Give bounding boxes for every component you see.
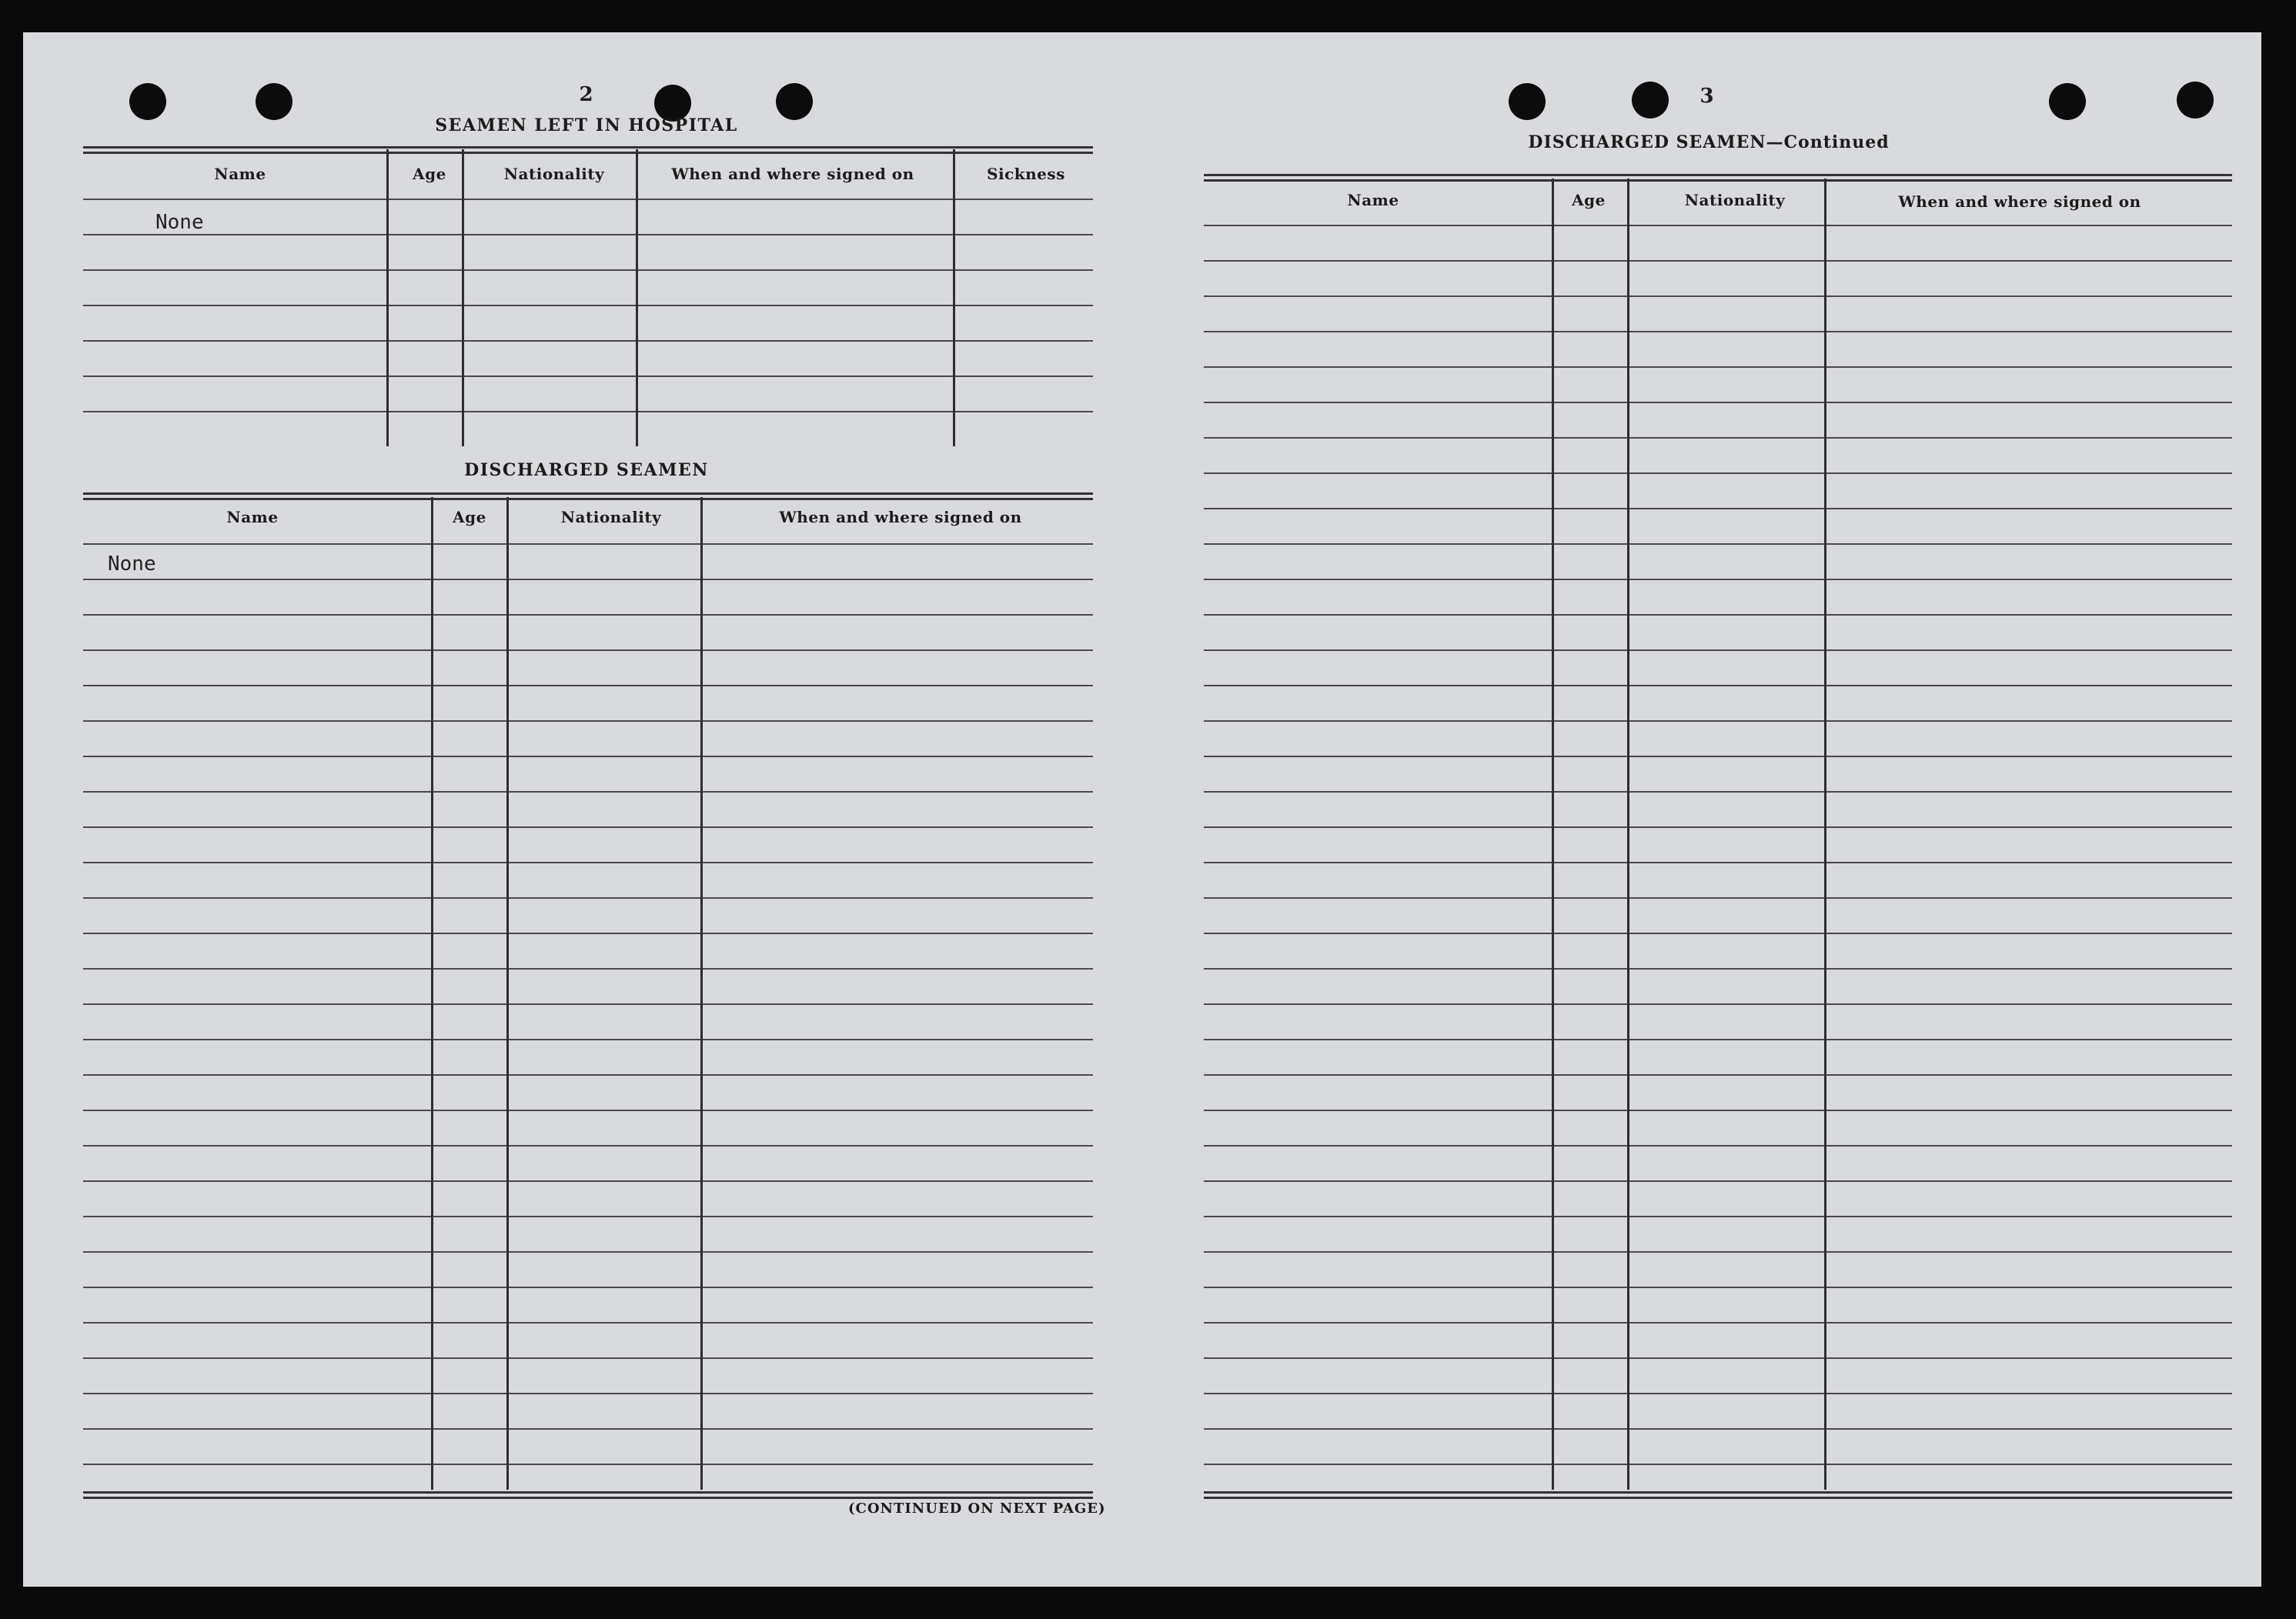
discharged-divider-2	[506, 497, 509, 1490]
discharged-row-line	[83, 1428, 1093, 1430]
right-divider-1	[1552, 179, 1554, 1490]
hospital-col-nationality: Nationality	[503, 165, 605, 183]
hospital-divider-3	[636, 149, 638, 446]
discharged-divider-3	[700, 497, 703, 1490]
discharged-col-signed-on: When and where signed on	[779, 508, 1022, 526]
discharged-row-line	[83, 1251, 1093, 1253]
discharged-row-line	[83, 685, 1093, 686]
right-row-line	[1204, 331, 2232, 332]
discharged-col-name: Name	[226, 508, 279, 526]
right-row-line	[1204, 579, 2232, 580]
discharged-row-line	[83, 720, 1093, 722]
right-row-line	[1204, 756, 2232, 757]
left-page-number: 2	[579, 83, 594, 106]
hospital-row-line	[83, 340, 1093, 342]
right-divider-2	[1627, 179, 1629, 1490]
right-row-line	[1204, 897, 2232, 899]
right-row-line	[1204, 720, 2232, 722]
right-row-line	[1204, 791, 2232, 793]
punch-hole-2	[256, 83, 292, 120]
right-row-line	[1204, 437, 2232, 439]
hospital-row-line	[83, 411, 1093, 412]
hospital-row-line	[83, 199, 1093, 200]
right-row-line	[1204, 614, 2232, 616]
continued-note: (CONTINUED ON NEXT PAGE)	[848, 1500, 1106, 1517]
discharged-row-line	[83, 1393, 1093, 1394]
hospital-entry-name: None	[155, 211, 204, 234]
discharged-row-line	[83, 543, 1093, 545]
discharged-row-line	[83, 1464, 1093, 1465]
discharged-row-line	[83, 826, 1093, 828]
hospital-divider-4	[953, 149, 955, 446]
discharged-row-line	[83, 1322, 1093, 1324]
right-row-line	[1204, 508, 2232, 509]
discharged-row-line	[83, 1110, 1093, 1111]
right-row-line	[1204, 649, 2232, 651]
right-row-line	[1204, 862, 2232, 863]
discharged-row-line	[83, 1145, 1093, 1147]
discharged-section-title: DISCHARGED SEAMEN	[464, 460, 709, 480]
right-divider-3	[1824, 179, 1826, 1490]
hospital-col-signed-on: When and where signed on	[671, 165, 914, 183]
punch-hole-7	[2049, 83, 2086, 120]
hospital-divider-1	[386, 149, 389, 446]
discharged-row-line	[83, 1216, 1093, 1217]
right-row-line	[1204, 543, 2232, 545]
right-row-line	[1204, 402, 2232, 403]
hospital-col-sickness: Sickness	[987, 165, 1065, 183]
hospital-section-title: SEAMEN LEFT IN HOSPITAL	[435, 115, 738, 135]
hospital-divider-2	[462, 149, 464, 446]
right-page-number: 3	[1699, 85, 1715, 108]
right-row-line	[1204, 1287, 2232, 1288]
right-row-line	[1204, 933, 2232, 934]
right-row-line	[1204, 295, 2232, 297]
right-row-line	[1204, 1145, 2232, 1147]
right-row-line	[1204, 685, 2232, 686]
discharged-row-line	[83, 1180, 1093, 1182]
punch-hole-5	[1509, 83, 1546, 120]
hospital-row-line	[83, 269, 1093, 271]
discharged-col-age: Age	[453, 508, 486, 526]
punch-hole-1	[129, 83, 166, 120]
right-row-line	[1204, 1357, 2232, 1359]
hospital-col-age: Age	[413, 165, 446, 183]
discharged-row-line	[83, 1039, 1093, 1040]
right-row-line	[1204, 826, 2232, 828]
punch-hole-6	[1632, 82, 1669, 119]
discharged-row-line	[83, 791, 1093, 793]
discharged-row-line	[83, 862, 1093, 863]
discharged-row-line	[83, 1074, 1093, 1076]
right-col-nationality: Nationality	[1684, 191, 1786, 209]
hospital-row-line	[83, 305, 1093, 306]
discharged-row-line	[83, 614, 1093, 616]
punch-hole-8	[2177, 82, 2214, 119]
right-row-line	[1204, 1003, 2232, 1005]
right-row-line	[1204, 1322, 2232, 1324]
hospital-col-name: Name	[214, 165, 266, 183]
discharged-row-line	[83, 1003, 1093, 1005]
right-row-line	[1204, 1074, 2232, 1076]
discharged-table-top-rule	[83, 492, 1093, 500]
discharged-row-line	[83, 897, 1093, 899]
right-row-line	[1204, 472, 2232, 474]
right-row-line	[1204, 260, 2232, 262]
right-table-bottom-rule	[1204, 1491, 2232, 1499]
hospital-row-line	[83, 376, 1093, 377]
right-row-line	[1204, 366, 2232, 368]
discharged-divider-1	[431, 497, 433, 1490]
right-col-name: Name	[1347, 191, 1399, 209]
hospital-table-top-rule	[83, 146, 1093, 154]
right-row-line	[1204, 1180, 2232, 1182]
right-row-line	[1204, 1464, 2232, 1465]
manifest-sheet	[23, 32, 2261, 1587]
discharged-entry-name: None	[108, 552, 156, 576]
punch-hole-4	[776, 83, 813, 120]
hospital-row-line	[83, 234, 1093, 235]
right-row-line	[1204, 1039, 2232, 1040]
right-row-line	[1204, 1216, 2232, 1217]
right-row-line	[1204, 1110, 2232, 1111]
discharged-row-line	[83, 1287, 1093, 1288]
right-row-line	[1204, 1393, 2232, 1394]
discharged-row-line	[83, 968, 1093, 970]
right-section-title: DISCHARGED SEAMEN—Continued	[1528, 132, 1890, 152]
right-row-line	[1204, 1251, 2232, 1253]
right-table-top-rule	[1204, 174, 2232, 182]
discharged-row-line	[83, 579, 1093, 580]
right-col-age: Age	[1572, 191, 1606, 209]
discharged-row-line	[83, 1357, 1093, 1359]
discharged-row-line	[83, 756, 1093, 757]
discharged-table-bottom-rule	[83, 1491, 1093, 1499]
right-row-line	[1204, 225, 2232, 226]
discharged-row-line	[83, 649, 1093, 651]
right-row-line	[1204, 968, 2232, 970]
right-row-line	[1204, 1428, 2232, 1430]
discharged-col-nationality: Nationality	[560, 508, 662, 526]
discharged-row-line	[83, 933, 1093, 934]
right-col-signed-on: When and where signed on	[1898, 192, 2141, 211]
